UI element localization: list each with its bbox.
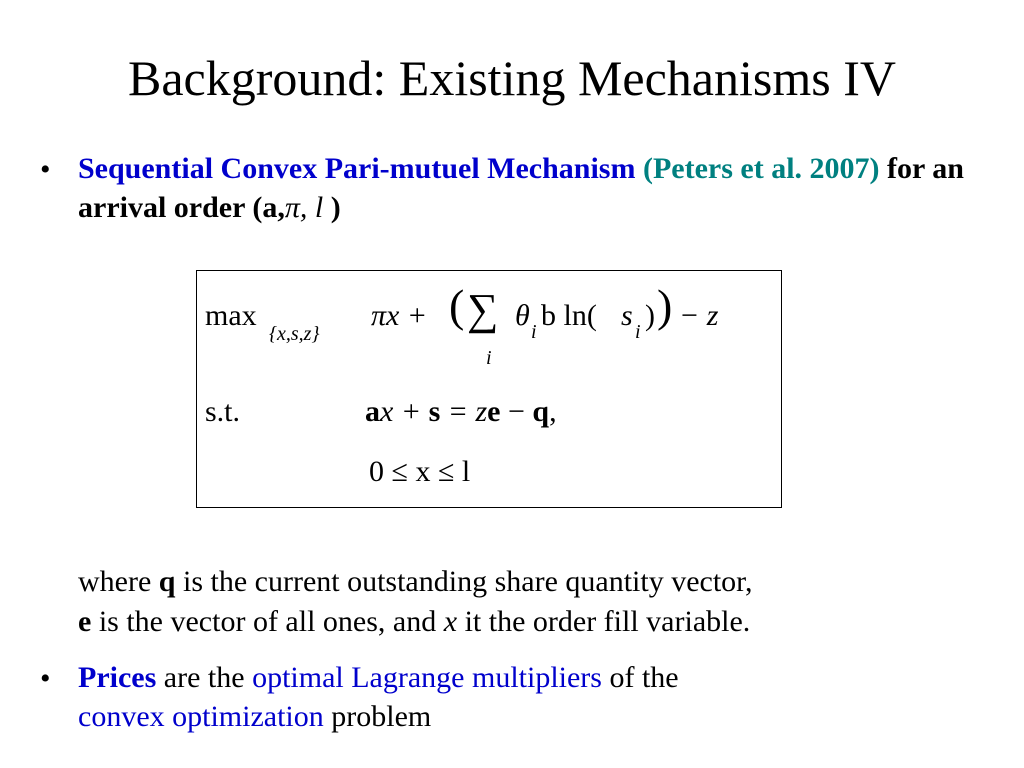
bullet-1-text <box>78 149 998 227</box>
constraint-comma: , <box>549 395 557 428</box>
explanation-x: x <box>443 605 458 638</box>
explanation-line-1 <box>78 562 998 601</box>
inner-close-paren: ) <box>645 299 655 332</box>
arrival-pi: π, <box>284 191 308 224</box>
s-variable: s <box>621 299 633 332</box>
explanation-e-desc: is the vector of all ones, and <box>91 605 444 638</box>
constraint-2: 0 ≤ x ≤ l <box>369 455 471 488</box>
summation-sign: ∑ <box>467 285 499 334</box>
equals-z: = z <box>440 395 488 428</box>
slide-title: Background: Existing Mechanisms IV <box>128 50 896 106</box>
explanation-e: e <box>78 605 92 638</box>
vector-q: q <box>532 395 550 428</box>
max-variables: {x,s,z} <box>269 323 320 345</box>
prices-term: Prices <box>78 661 157 694</box>
summation-index: i <box>486 347 492 369</box>
formula-box <box>196 270 782 508</box>
citation: (Peters et al. 2007) <box>642 152 880 185</box>
bullet-marker-2: • <box>40 662 51 695</box>
minus-sign: − <box>500 395 533 428</box>
of-the: of the <box>601 661 679 694</box>
are-the: are the <box>156 661 253 694</box>
convex-optimization-term: convex optimization <box>78 700 324 733</box>
mechanism-name: Sequential Convex Pari-mutuel Mechanism <box>78 152 636 185</box>
explanation-line-2 <box>78 602 998 641</box>
x-plus: x + <box>380 395 429 428</box>
explanation-x-desc: it the order fill variable. <box>457 605 751 638</box>
objective-pi-x: πx + <box>371 299 428 332</box>
minus-z: − z <box>679 299 719 332</box>
vector-s: s <box>428 395 441 428</box>
explanation-q-desc: is the current outstanding share quantity vector, <box>175 565 753 598</box>
explanation-where: where <box>78 565 159 598</box>
lagrange-term: optimal Lagrange multipliers <box>252 661 602 694</box>
objective-close-paren: ) <box>657 280 673 331</box>
constraint-1 <box>365 397 557 427</box>
arrival-l: l <box>314 191 324 224</box>
vector-e: e <box>487 395 501 428</box>
s-subscript: i <box>635 321 641 343</box>
explanation-q: q <box>158 565 176 598</box>
arrival-close: ) <box>330 191 341 224</box>
vector-a: a <box>365 395 380 428</box>
max-label: max <box>205 299 257 332</box>
objective-open-paren: ( <box>449 280 465 331</box>
bullet-marker-1: • <box>40 153 51 186</box>
theta: θ <box>515 299 530 332</box>
b-ln: b ln( <box>541 299 597 332</box>
subject-to-label: s.t. <box>205 395 241 428</box>
problem-word: problem <box>323 700 432 733</box>
arrival-a: a, <box>262 191 285 224</box>
bullet-2-text <box>78 658 998 736</box>
theta-subscript: i <box>531 321 537 343</box>
arrival-order-text: for an arrival order ( <box>78 152 964 224</box>
